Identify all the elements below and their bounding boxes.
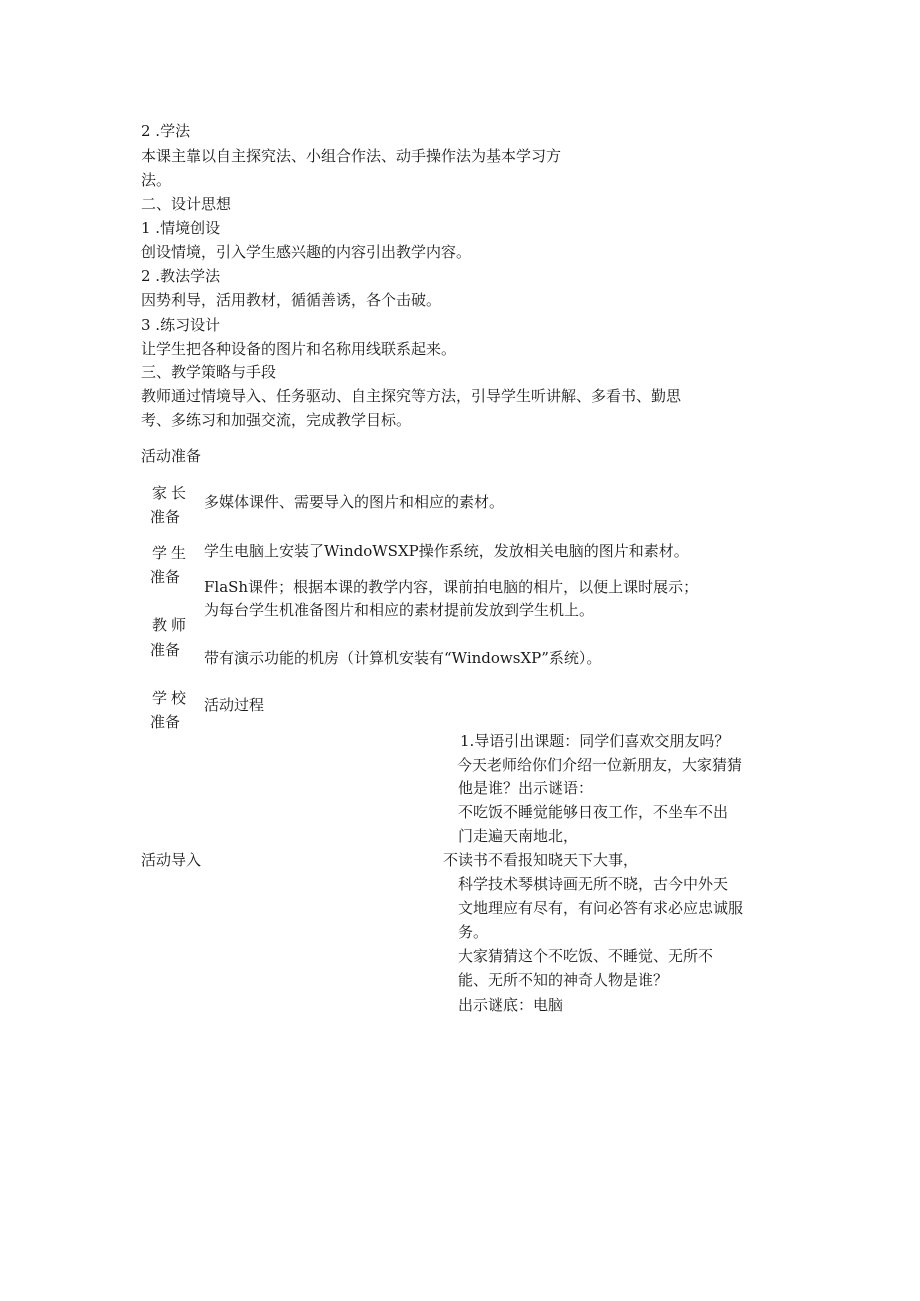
activity-line: 大家猜猜这个不吃饭、不睡觉、无所不 <box>458 947 714 965</box>
riddle-line: 不读书不看报知晓天下大事， <box>443 851 639 869</box>
paragraph-line: 考、多练习和加强交流，完成教学目标。 <box>141 411 412 429</box>
activity-line: 今天老师给你们介绍一位新朋友，大家猜猜 <box>457 756 743 774</box>
student-label-2: 准备 <box>150 568 181 586</box>
riddle-line: 门走遍天南地北， <box>458 827 579 845</box>
school-prep-text: 带有演示功能的机房（计算机安装有“WindowsXP”系统）。 <box>204 649 602 667</box>
prep-heading: 活动准备 <box>141 447 202 465</box>
subheading-situation: 1 .情境创设 <box>141 219 221 237</box>
subheading-exercise: 3 .练习设计 <box>141 316 221 334</box>
section-heading-design: 二、设计思想 <box>141 195 232 213</box>
riddle-line: 文地理应有尽有，有问必答有求必应忠诚服 <box>458 899 744 917</box>
parent-label: 家长 <box>152 484 191 502</box>
riddle-line: 务。 <box>458 923 489 941</box>
section-heading-strategy: 三、教学策略与手段 <box>141 363 277 381</box>
riddle-line: 不吃饭不睡觉能够日夜工作，不坐车不出 <box>458 803 729 821</box>
school-label-2: 准备 <box>150 713 181 731</box>
paragraph-line: 本课主靠以自主探究法、小组合作法、动手操作法为基本学习方 <box>141 147 562 165</box>
section-heading-study-method: 2 .学法 <box>141 122 191 140</box>
paragraph-line: 创设情境，引入学生感兴趣的内容引出教学内容。 <box>141 243 472 261</box>
paragraph-line: 因势利导，活用教材，循循善诱，各个击破。 <box>141 291 442 309</box>
process-heading: 活动过程 <box>204 696 265 714</box>
teacher-label-2: 准备 <box>150 641 181 659</box>
paragraph-line: 教师通过情境导入、任务驱动、自主探究等方法，引导学生听讲解、多看书、勤思 <box>141 387 682 405</box>
teacher-prep-text: 为每台学生机准备图片和相应的素材提前发放到学生机上。 <box>204 601 595 619</box>
school-label: 学校 <box>152 689 191 707</box>
parent-label-2: 准备 <box>150 508 181 526</box>
paragraph-line: 让学生把各种设备的图片和名称用线联系起来。 <box>141 340 457 358</box>
activity-intro-label: 活动导入 <box>141 851 202 869</box>
paragraph-line: 法。 <box>141 171 172 189</box>
student-label: 学生 <box>152 544 191 562</box>
riddle-answer: 出示谜底：电脑 <box>458 996 564 1014</box>
activity-line: 他是谁？出示谜语： <box>458 779 594 797</box>
teacher-label: 教师 <box>152 616 191 634</box>
riddle-line: 科学技术琴棋诗画无所不晓，古今中外天 <box>458 875 729 893</box>
subheading-method: 2 .教法学法 <box>141 267 221 285</box>
activity-line: 能、无所不知的神奇人物是谁？ <box>458 971 669 989</box>
student-prep-text: 学生电脑上安装了WindoWSXP操作系统，发放相关电脑的图片和素材。 <box>204 542 689 560</box>
parent-prep-text: 多媒体课件、需要导入的图片和相应的素材。 <box>204 493 505 511</box>
teacher-prep-text: FlaSh课件；根据本课的教学内容，课前拍电脑的相片，以便上课时展示； <box>204 578 699 596</box>
activity-line: 1.导语引出课题：同学们喜欢交朋友吗？ <box>460 732 730 750</box>
